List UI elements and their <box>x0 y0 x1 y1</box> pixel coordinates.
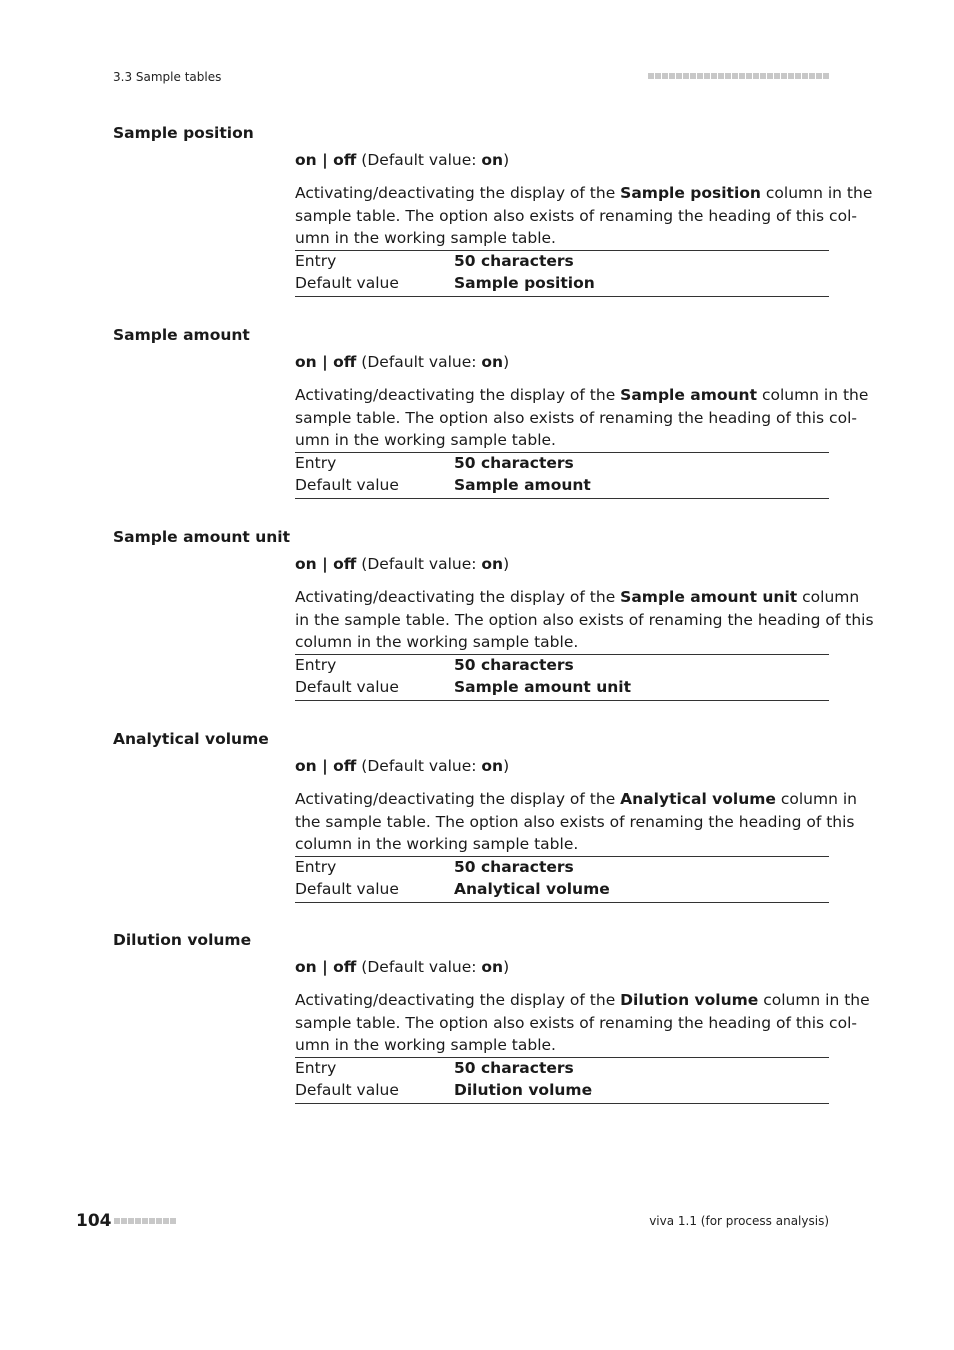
description-text: column in the working sample table. <box>295 633 579 651</box>
entry-row <box>295 454 829 476</box>
page-number: 104 <box>76 1211 112 1231</box>
description-text: Activating/deactivating the display of the <box>295 184 621 202</box>
on-off-default <box>295 151 509 169</box>
description-line <box>295 1012 857 1035</box>
description-line <box>295 205 857 228</box>
parameter-title: Sample position <box>113 124 254 142</box>
description-text: column in <box>775 790 857 808</box>
header-decoration <box>648 73 829 79</box>
parameter-description <box>295 586 874 654</box>
default-onoff-value: on <box>481 958 504 976</box>
default-onoff-value: on <box>481 555 504 573</box>
parameter-title: Analytical volume <box>113 730 269 748</box>
entry-row <box>295 656 829 678</box>
default-label: Default value <box>295 1081 399 1099</box>
default-value: Sample amount <box>454 476 591 494</box>
description-line <box>295 407 857 430</box>
description-line <box>295 833 829 856</box>
option-separator: | <box>316 757 334 775</box>
description-text: Activating/deactivating the display of the <box>295 588 621 606</box>
option-separator: | <box>316 958 334 976</box>
description-text: column in the <box>757 386 869 404</box>
off-option: off <box>333 555 357 573</box>
parameter-title: Dilution volume <box>113 931 252 949</box>
description-text: umn in the working sample table. <box>295 1036 556 1054</box>
on-option: on <box>295 757 317 775</box>
entry-label: Entry <box>295 252 337 270</box>
parameter-title: Sample amount unit <box>113 528 291 546</box>
entry-value: 50 characters <box>454 454 574 472</box>
column-name-emphasis: Sample amount <box>620 386 758 404</box>
footer-decoration <box>114 1218 176 1224</box>
off-option: off <box>333 757 357 775</box>
default-row <box>295 1081 829 1103</box>
document-title: viva 1.1 (for process analysis) <box>649 1214 829 1228</box>
default-suffix: ) <box>503 151 510 169</box>
description-line <box>295 989 870 1012</box>
description-text: column in the <box>758 991 870 1009</box>
entry-value: 50 characters <box>454 656 574 674</box>
option-separator: | <box>316 555 334 573</box>
parameter-description <box>295 989 870 1057</box>
on-off-default <box>295 353 509 371</box>
option-separator: | <box>316 353 334 371</box>
description-line <box>295 788 857 811</box>
description-text: sample table. The option also exists of renaming the heading of this col- <box>295 1013 857 1032</box>
default-row <box>295 678 829 700</box>
description-text: sample table. The option also exists of renaming the heading of this col- <box>295 206 857 225</box>
entry-row <box>295 1059 829 1081</box>
default-suffix: ) <box>503 757 510 775</box>
column-name-emphasis: Dilution volume <box>620 991 759 1009</box>
description-line <box>295 429 829 452</box>
parameter-table <box>295 1057 829 1104</box>
description-text: umn in the working sample table. <box>295 431 556 449</box>
default-prefix: (Default value: <box>356 958 482 976</box>
default-value: Sample position <box>454 274 595 292</box>
on-off-default <box>295 958 509 976</box>
parameter-table <box>295 250 829 297</box>
default-suffix: ) <box>503 555 510 573</box>
off-option: off <box>333 353 357 371</box>
on-off-default <box>295 555 509 573</box>
default-prefix: (Default value: <box>356 555 482 573</box>
column-name-emphasis: Sample amount unit <box>620 588 798 606</box>
description-line <box>295 609 874 632</box>
description-text: column in the working sample table. <box>295 835 579 853</box>
column-name-emphasis: Analytical volume <box>620 790 776 808</box>
on-option: on <box>295 555 317 573</box>
description-text: Activating/deactivating the display of the <box>295 386 621 404</box>
default-label: Default value <box>295 476 399 494</box>
column-name-emphasis: Sample position <box>620 184 761 202</box>
description-text: column <box>797 588 860 606</box>
default-label: Default value <box>295 678 399 696</box>
default-prefix: (Default value: <box>356 353 482 371</box>
default-value: Dilution volume <box>454 1081 593 1099</box>
entry-value: 50 characters <box>454 858 574 876</box>
default-prefix: (Default value: <box>356 757 482 775</box>
description-line <box>295 384 869 407</box>
description-line <box>295 182 873 205</box>
parameter-description <box>295 788 857 856</box>
description-text: in the sample table. The option also exists of renaming the heading of this <box>295 610 874 629</box>
off-option: off <box>333 151 357 169</box>
description-text: umn in the working sample table. <box>295 229 556 247</box>
description-line <box>295 1034 829 1057</box>
parameter-description <box>295 182 873 250</box>
description-text: the sample table. The option also exists of renaming the heading of this <box>295 812 855 831</box>
default-onoff-value: on <box>481 353 504 371</box>
default-value: Analytical volume <box>454 880 610 898</box>
parameter-table <box>295 654 829 701</box>
entry-value: 50 characters <box>454 252 574 270</box>
option-separator: | <box>316 151 334 169</box>
description-line <box>295 811 855 834</box>
header-section-title: 3.3 Sample tables <box>113 70 222 84</box>
description-text: Activating/deactivating the display of the <box>295 790 621 808</box>
parameter-table <box>295 452 829 499</box>
parameter-table <box>295 856 829 903</box>
default-onoff-value: on <box>481 151 504 169</box>
default-label: Default value <box>295 274 399 292</box>
default-label: Default value <box>295 880 399 898</box>
off-option: off <box>333 958 357 976</box>
entry-row <box>295 252 829 274</box>
description-line <box>295 227 829 250</box>
default-row <box>295 880 829 902</box>
entry-label: Entry <box>295 1059 337 1077</box>
default-row <box>295 476 829 498</box>
on-option: on <box>295 151 317 169</box>
description-line <box>295 586 860 609</box>
on-option: on <box>295 353 317 371</box>
default-value: Sample amount unit <box>454 678 632 696</box>
entry-label: Entry <box>295 656 337 674</box>
description-text: sample table. The option also exists of renaming the heading of this col- <box>295 408 857 427</box>
parameter-description <box>295 384 869 452</box>
on-off-default <box>295 757 509 775</box>
description-text: column in the <box>760 184 873 202</box>
description-line <box>295 631 829 654</box>
parameter-title: Sample amount <box>113 326 250 344</box>
default-onoff-value: on <box>481 757 504 775</box>
default-prefix: (Default value: <box>356 151 482 169</box>
entry-label: Entry <box>295 454 337 472</box>
entry-row <box>295 858 829 880</box>
default-suffix: ) <box>503 353 510 371</box>
on-option: on <box>295 958 317 976</box>
description-text: Activating/deactivating the display of the <box>295 991 621 1009</box>
entry-label: Entry <box>295 858 337 876</box>
default-suffix: ) <box>503 958 510 976</box>
default-row <box>295 274 829 296</box>
entry-value: 50 characters <box>454 1059 574 1077</box>
